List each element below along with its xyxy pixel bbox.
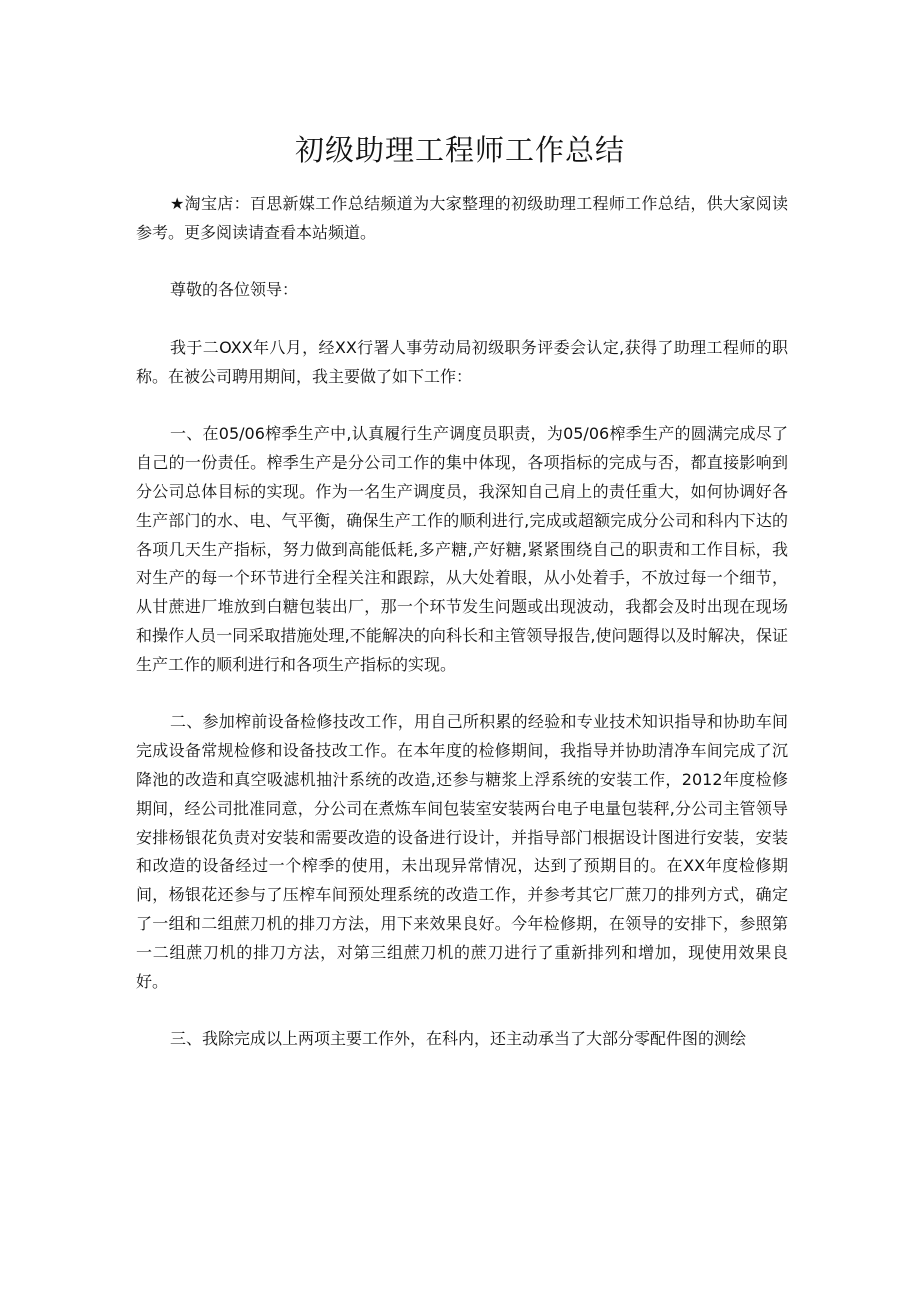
salutation-paragraph: 尊敬的各位领导： xyxy=(170,280,299,300)
document-body xyxy=(136,190,788,1054)
paragraph-gap xyxy=(136,305,788,334)
paragraph-gap xyxy=(136,680,788,709)
opening-paragraph: 我于二OXX年八月，经XX行署人事劳动局初级职务评委会认定,获得了助理工程师的职称。在被公司聘用期间，我主要做了如下工作： xyxy=(136,337,788,386)
section-three-paragraph: 三、我除完成以上两项主要工作外，在科内，还主动承当了大部分零配件图的测绘 xyxy=(170,1029,747,1049)
paragraph-gap xyxy=(136,392,788,421)
document-title: 初级助理工程师工作总结 xyxy=(294,133,625,167)
paragraph-gap xyxy=(136,996,788,1025)
paragraph-gap xyxy=(136,248,788,277)
section-one-paragraph: 一、在05/06榨季生产中,认真履行生产调度员职责，为05/06榨季生产的圆满完成尽了自己的一份责任。榨季生产是分公司工作的集中体现，各项指标的完成与否，都直接影响到分公司总体目标的实现。作为一名生产调度员，我深知自己肩上的责任重大，如何协调好各生产部门的水、电、气平衡，确保生产工作的顺利进行,完成或超额完成分公司和科内下达的各项几天生产指标，努力做到高能低耗,多产糖,产好糖,紧紧围绕自己的职责和工作目标，我对生产的每一个环节进行全程关注和跟踪，从大处着眼，从小处着手，不放过每一个细节，从甘蔗进厂堆放到白糖包装出厂，那一个环节发生问题或出现波动，我都会及时出现在现场和操作人员一同采取措施处理,不能解决的向科长和主管领导报告,使问题得以及时解决，保证生产工作的顺利进行和各项生产指标的实现。 xyxy=(136,424,788,674)
intro-paragraph: ★淘宝店：百思新媒工作总结频道为大家整理的初级助理工程师工作总结，供大家阅读参考。更多阅读请查看本站频道。 xyxy=(136,194,788,242)
section-two-paragraph: 二、参加榨前设备检修技改工作，用自己所积累的经验和专业技术知识指导和协助车间完成设备常规检修和设备技改工作。在本年度的检修期间，我指导并协助清净车间完成了沉降池的改造和真空吸滤机抽汁系统的改造,还参与糖浆上浮系统的安装工作，2012年度检修期间，经公司批准同意，分公司在煮炼车间包装室安装两台电子电量包装秤,分公司主管领导安排杨银花负责对安装和需要改造的设备进行设计，并指导部门根据设计图进行安装，安装和改造的设备经过一个榨季的使用，未出现异常情况，达到了预期目的。在XX年度检修期间，杨银花还参与了压榨车间预处理系统的改造工作，并参考其它厂蔗刀的排列方式，确定了一组和二组蔗刀机的排刀方法，用下来效果良好。今年检修期，在领导的安排下，参照第一二组蔗刀机的排刀方法，对第三组蔗刀机的蔗刀进行了重新排列和增加，现使用效果良好。 xyxy=(136,712,788,991)
